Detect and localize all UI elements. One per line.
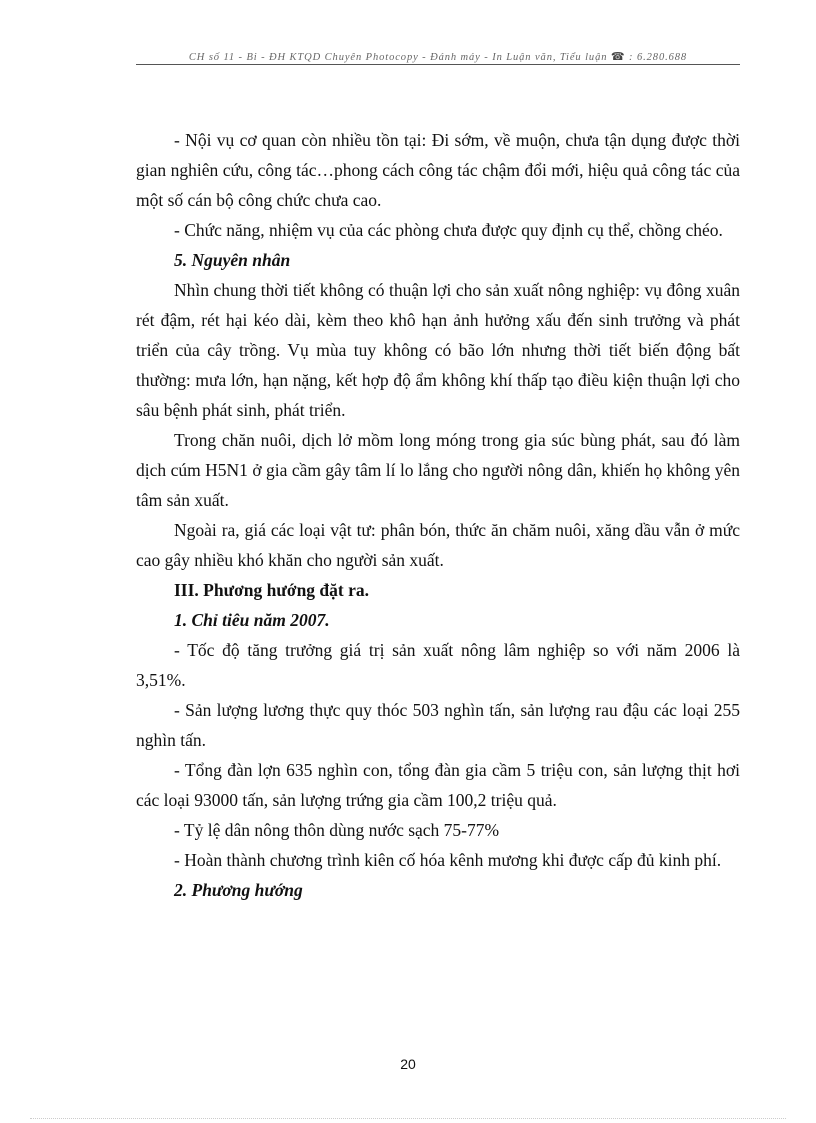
paragraph: Trong chăn nuôi, dịch lở mồm long móng trong gia súc bùng phát, sau đó làm dịch cúm H5N1 ở gia cầm gây tâm lí lo lắng cho người nông dân, khiến họ không yên tâm sản xuất. xyxy=(136,430,740,510)
phone-icon: ☎ xyxy=(610,51,626,63)
paragraph: - Hoàn thành chương trình kiên cố hóa kênh mương khi được cấp đủ kinh phí. xyxy=(174,850,722,870)
paragraph: - Chức năng, nhiệm vụ của các phòng chưa được quy định cụ thể, chồng chéo. xyxy=(174,220,723,240)
paragraph: Ngoài ra, giá các loại vật tư: phân bón, thức ăn chăm nuôi, xăng dầu vẫn ở mức cao gây nhiều khó khăn cho người sản xuất. xyxy=(136,520,740,570)
paragraph: - Sản lượng lương thực quy thóc 503 nghìn tấn, sản lượng rau đậu các loại 255 nghìn tấn. xyxy=(136,700,740,750)
footer-divider xyxy=(30,1118,786,1119)
header-phone: : 6.280.688 xyxy=(629,52,688,63)
paragraph: - Tốc độ tăng trưởng giá trị sản xuất nông lâm nghiệp so với năm 2006 là 3,51%. xyxy=(136,640,740,690)
paragraph: - Tổng đàn lợn 635 nghìn con, tổng đàn gia cầm 5 triệu con, sản lượng thịt hơi các loại 93000 tấn, sản lượng trứng gia cầm 100,2 triệu quả. xyxy=(136,760,740,810)
section-heading: 5. Nguyên nhân xyxy=(174,250,291,270)
document-body xyxy=(136,125,740,905)
paragraph: - Nội vụ cơ quan còn nhiều tồn tại: Đi sớm, về muộn, chưa tận dụng được thời gian nghiên cứu, công tác…phong cách công tác chậm đổi mới, hiệu quả công tác của một số cán bộ công chức chưa cao. xyxy=(136,130,740,210)
page-number: 20 xyxy=(400,1056,416,1072)
page-header xyxy=(136,50,740,65)
paragraph: - Tỷ lệ dân nông thôn dùng nước sạch 75-77% xyxy=(174,820,500,840)
header-text: CH số 11 - Bi - ĐH KTQD Chuyên Photocopy - Đánh máy - In Luận văn, Tiểu luận xyxy=(188,52,608,63)
subsection-heading: 1. Chỉ tiêu năm 2007. xyxy=(174,610,330,630)
paragraph: Nhìn chung thời tiết không có thuận lợi cho sản xuất nông nghiệp: vụ đông xuân rét đậm, rét hại kéo dài, kèm theo khô hạn ảnh hưởng xấu đến sinh trưởng và phát triển của cây trồng. Vụ mùa tuy không có bão lớn nhưng thời tiết biến động bất thường: mưa lớn, hạn nặng, kết hợp độ ẩm không khí thấp tạo điều kiện thuận lợi cho sâu bệnh phát sinh, phát triển. xyxy=(136,280,740,420)
subsection-heading: 2. Phương hướng xyxy=(174,880,303,900)
section-heading: III. Phương hướng đặt ra. xyxy=(174,580,370,600)
